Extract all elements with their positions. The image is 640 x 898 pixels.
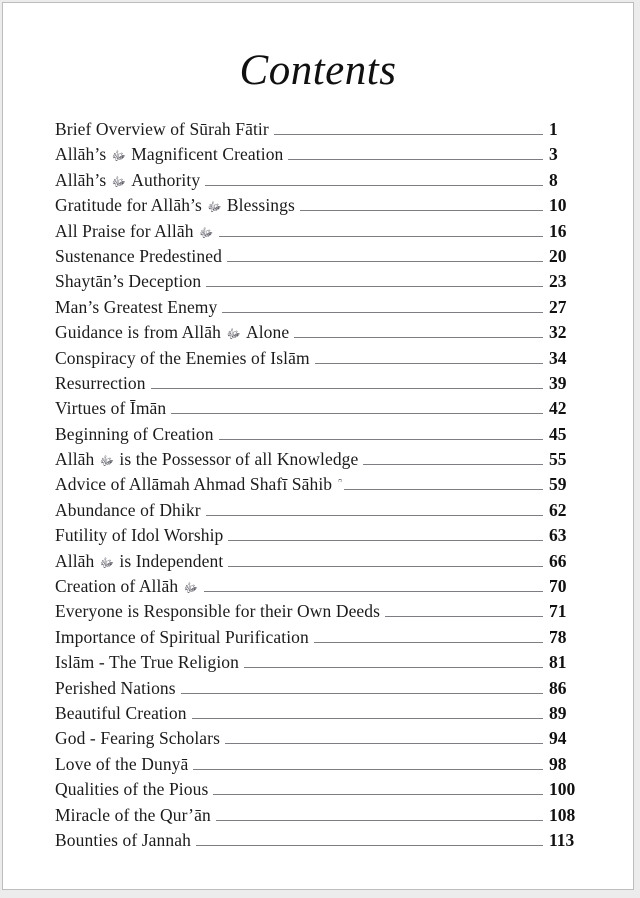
toc-entry [55, 777, 581, 802]
leader-line [315, 363, 543, 364]
toc-entry [55, 599, 581, 624]
toc-entry-page-number: 16 [549, 220, 567, 241]
toc-entry-page-number: 100 [549, 779, 576, 800]
toc-entry [55, 523, 581, 548]
toc-entry-title: Abundance of Dhikr [55, 499, 201, 520]
toc-entry-title: Islām - The True Religion [55, 652, 239, 673]
toc-entry [55, 676, 581, 701]
leader-line [193, 769, 543, 770]
book-page [2, 2, 634, 890]
leader-line [219, 236, 543, 237]
toc-entry-title: Advice of Allāmah Ahmad Shafī Sāhib [55, 474, 337, 495]
toc-entry [55, 320, 581, 345]
toc-entry-title: Allāh’s ﷻ Authority [55, 169, 201, 190]
toc-entry [55, 447, 581, 472]
toc-entry [55, 295, 581, 320]
leader-line [204, 591, 543, 592]
toc-entry-page-number: 1 [549, 119, 558, 139]
leader-line [151, 388, 543, 389]
honorific-icon: ﷻ [99, 453, 114, 469]
toc-entry-title: Brief Overview of Sūrah Fātir [55, 119, 269, 139]
honorific-icon: ﷻ [99, 554, 114, 570]
toc-entry-title: Gratitude for Allāh’s ﷻ Blessings [55, 195, 295, 216]
leader-line [222, 312, 543, 313]
toc-entry [55, 625, 581, 650]
leader-line [206, 515, 543, 516]
toc-entry-title: Beautiful Creation [55, 702, 187, 723]
toc-entry [55, 803, 581, 828]
toc-entry [55, 752, 581, 777]
toc-entry-title: Bounties of Jannah [55, 829, 191, 850]
toc-entry-title: Qualities of the Pious [55, 779, 209, 800]
toc-entry-page-number: 62 [549, 499, 567, 520]
leader-line [181, 693, 543, 694]
toc-entry-page-number: 81 [549, 652, 567, 673]
toc-entry [55, 726, 581, 751]
toc-entry-title: Allāh ﷻ is Independent [55, 550, 224, 571]
toc-entry-title: All Praise for Allāh ﷻ [55, 220, 214, 241]
toc-entry-title: Shaytān’s Deception [55, 271, 202, 292]
leader-line [314, 642, 543, 643]
toc-entry [55, 244, 581, 269]
leader-line [196, 845, 543, 846]
leader-line [300, 210, 543, 211]
leader-line [219, 439, 543, 440]
toc-entry-page-number: 86 [549, 677, 567, 698]
toc-entry-title: Love of the Dunyā [55, 753, 189, 774]
toc-entry-page-number: 108 [549, 804, 576, 825]
toc-entry [55, 117, 581, 142]
toc-entry-title: Everyone is Responsible for their Own Deeds [55, 601, 381, 622]
toc-entry-page-number: 98 [549, 753, 567, 774]
toc-entry-page-number: 45 [549, 423, 567, 444]
toc-entry-title: Allāh’s ﷻ Magnificent Creation [55, 144, 284, 165]
toc-entry-title: Virtues of Īmān [55, 398, 167, 419]
leader-line [213, 794, 543, 795]
toc-entry-page-number: 94 [549, 728, 567, 749]
toc-entry [55, 701, 581, 726]
toc-entry [55, 142, 581, 167]
toc-entry-page-number: 63 [549, 525, 567, 546]
toc-entry-page-number: 27 [549, 296, 567, 317]
toc-entry [55, 498, 581, 523]
honorific-icon: ﷻ [199, 224, 214, 240]
toc-entry-page-number: 32 [549, 322, 567, 343]
toc-entry-page-number: 20 [549, 245, 567, 266]
leader-line [228, 566, 543, 567]
toc-entry-page-number: 55 [549, 449, 567, 470]
toc-entry-page-number: 23 [549, 271, 567, 292]
toc-entry-page-number: 70 [549, 576, 567, 597]
toc-entry [55, 371, 581, 396]
toc-entry [55, 396, 581, 421]
honorific-icon [337, 478, 339, 493]
toc-entry-title: Resurrection [55, 372, 146, 393]
leader-line [227, 261, 543, 262]
toc-entry [55, 472, 581, 497]
toc-entry [55, 422, 581, 447]
toc-entry-title: Sustenance Predestined [55, 245, 222, 266]
leader-line [205, 185, 543, 186]
toc-entry-page-number: 89 [549, 702, 567, 723]
leader-line [171, 413, 543, 414]
toc-entry-title: Beginning of Creation [55, 423, 214, 444]
toc-entry-title: Importance of Spiritual Purification [55, 626, 309, 647]
toc-entry-page-number: 66 [549, 550, 567, 571]
leader-line [385, 616, 543, 617]
honorific-icon: ﷻ [111, 173, 126, 189]
toc-entry [55, 650, 581, 675]
toc-entry-page-number: 59 [549, 474, 567, 495]
toc-entry-title: God - Fearing Scholars [55, 728, 221, 749]
leader-line [192, 718, 543, 719]
table-of-contents [3, 117, 633, 853]
toc-entry [55, 346, 581, 371]
leader-line [344, 489, 543, 490]
leader-line [206, 286, 543, 287]
toc-entry [55, 219, 581, 244]
leader-line [294, 337, 543, 338]
toc-entry [55, 549, 581, 574]
toc-entry-title: Perished Nations [55, 677, 176, 698]
leader-line [363, 464, 543, 465]
toc-entry-title: Conspiracy of the Enemies of Islām [55, 347, 310, 368]
leader-line [274, 134, 543, 135]
toc-entry-page-number: 34 [549, 347, 567, 368]
toc-entry-page-number: 71 [549, 601, 567, 622]
leader-line [216, 820, 543, 821]
toc-entry-page-number: 39 [549, 372, 567, 393]
toc-entry-title: Allāh ﷻ is the Possessor of all Knowledge [55, 449, 359, 470]
toc-entry-title: Futility of Idol Worship [55, 525, 224, 546]
toc-entry-page-number: 8 [549, 169, 558, 190]
toc-entry-title: Man’s Greatest Enemy [55, 296, 218, 317]
toc-entry [55, 828, 581, 853]
toc-entry-page-number: 113 [549, 829, 575, 850]
leader-line [228, 540, 543, 541]
toc-entry [55, 269, 581, 294]
toc-entry-page-number: 3 [549, 144, 558, 165]
toc-entry-page-number: 10 [549, 195, 567, 216]
toc-entry [55, 168, 581, 193]
toc-entry-page-number: 78 [549, 626, 567, 647]
toc-entry [55, 193, 581, 218]
honorific-icon: ﷻ [207, 199, 222, 215]
honorific-icon: ﷻ [226, 326, 241, 342]
leader-line [225, 743, 543, 744]
toc-entry-title: Creation of Allāh ﷻ [55, 576, 198, 597]
honorific-icon: ﷻ [183, 580, 198, 596]
toc-entry [55, 574, 581, 599]
leader-line [288, 159, 543, 160]
page-title: Contents [239, 47, 397, 94]
toc-entry-title: Miracle of the Qur’ān [55, 804, 211, 825]
honorific-icon: ﷻ [111, 148, 126, 164]
toc-entry-title: Guidance is from Allāh ﷻ Alone [55, 322, 290, 343]
leader-line [244, 667, 543, 668]
toc-entry-page-number: 42 [549, 398, 567, 419]
